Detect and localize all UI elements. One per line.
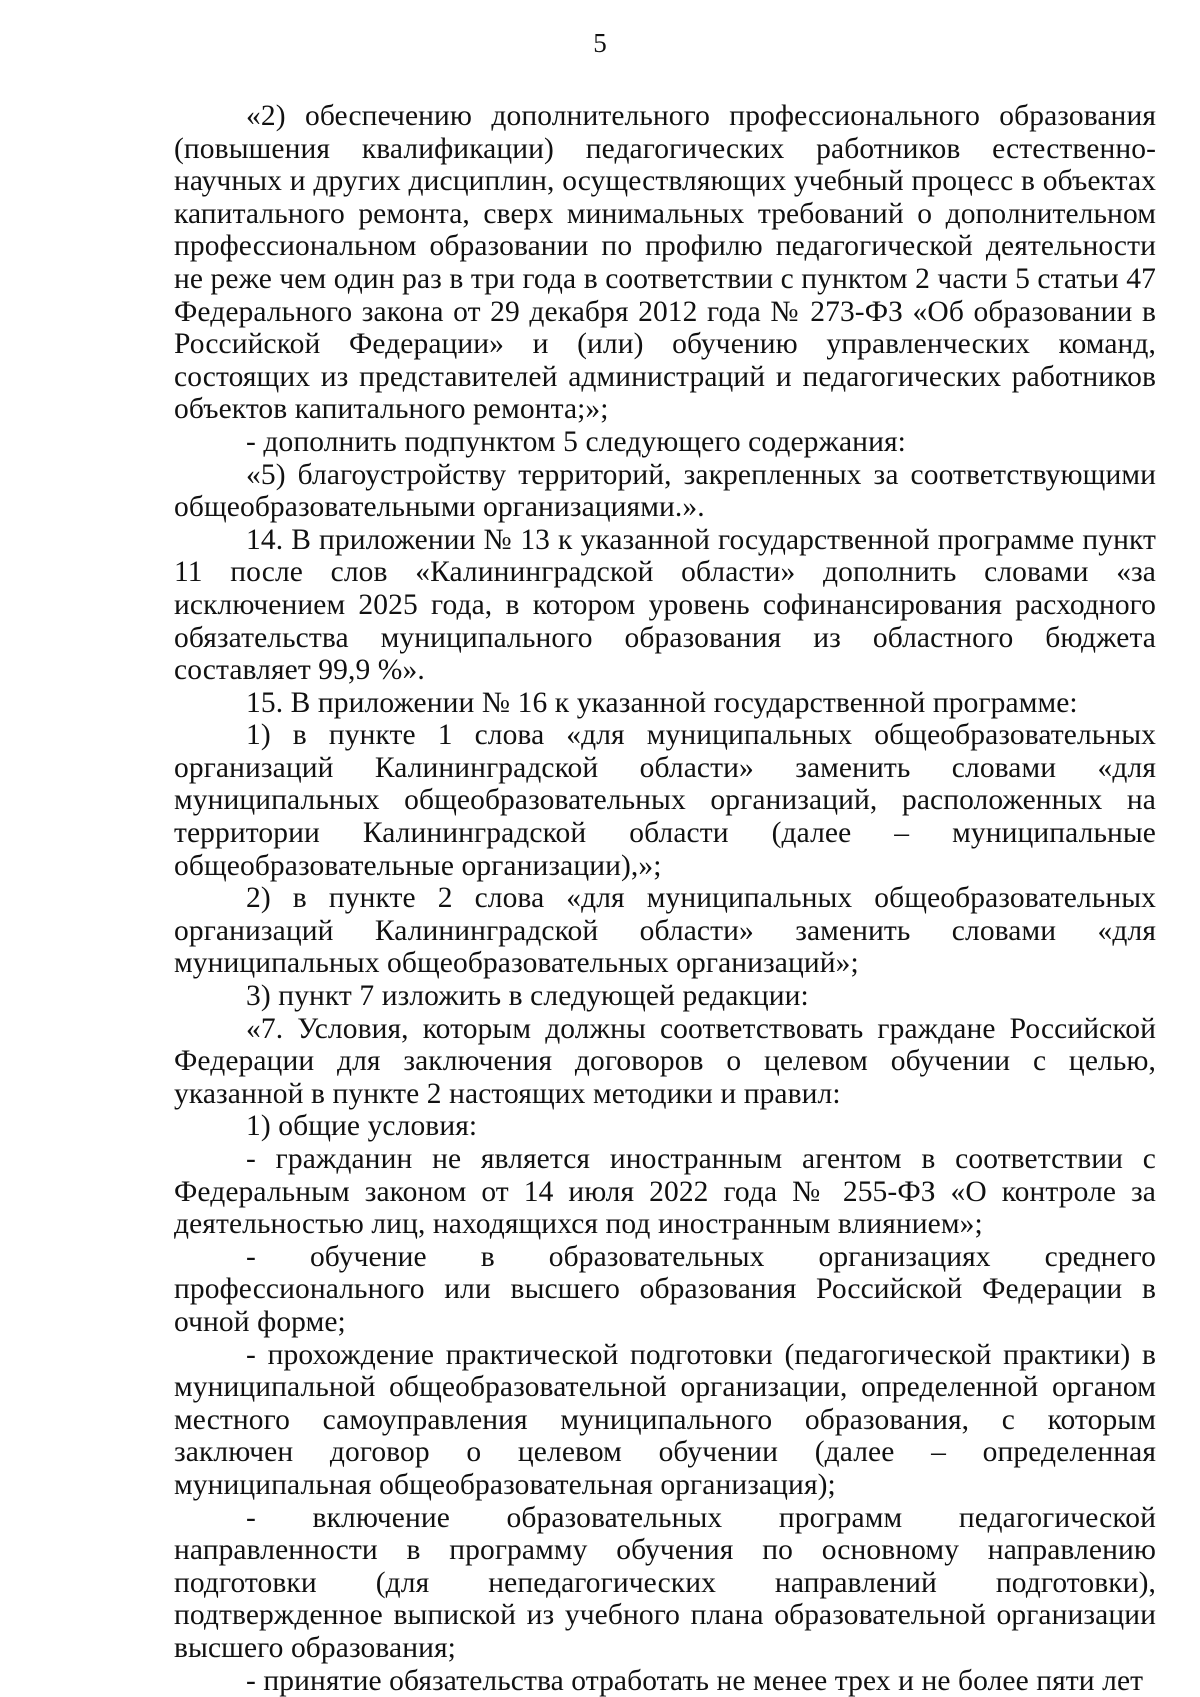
- paragraph-item-2-amendment: «2) обеспечению дополнительного профессионального образования (повышения квалификации) педагогических работников естественно-научных и других дисциплин, осуществляющих учебный процесс в объектах капитального ремонта, сверх минимальных требований о дополнительном профессиональном образовании по профилю педагогической деятельности не реже чем один раз в три года в соответствии с пунктом 2 части 5 статьи 47 Федерального закона от 29 декабря 2012 года № 273-ФЗ «Об образовании в Российской Федерации» и (или) обучению управленческих команд, состоящих из представителей администраций и педагогических работников объектов капитального ремонта;»;: [174, 100, 1156, 426]
- paragraph-condition-practice: - прохождение практической подготовки (педагогической практики) в муниципальной общеобразовательной организации, определенной органом местного самоуправления муниципального образования, с которым заключен договор о целевом обучении (далее – определенная муниципальная общеобразовательная организация);: [174, 1338, 1156, 1501]
- document-body: [174, 100, 1156, 1697]
- paragraph-general-conditions: 1) общие условия:: [246, 1110, 478, 1143]
- paragraph-add-subitem-5: - дополнить подпунктом 5 следующего содержания:: [246, 425, 906, 458]
- paragraph-item-5-text: «5) благоустройству территорий, закрепленных за соответствующими общеобразовательными организациями.».: [174, 458, 1156, 524]
- paragraph-condition-foreign-agent: - гражданин не является иностранным агентом в соответствии с Федеральным законом от 14 июля 2022 года № 255-ФЗ «О контроле за деятельностью лиц, находящихся под иностранным влиянием»;: [174, 1143, 1156, 1241]
- paragraph-point-7-conditions: «7. Условия, которым должны соответствовать граждане Российской Федерации для заключения договоров о целевом обучении с целью, указанной в пункте 2 настоящих методики и правил:: [174, 1012, 1156, 1110]
- paragraph-condition-full-time-study: - обучение в образовательных организациях среднего профессионального или высшего образования Российской Федерации в очной форме;: [174, 1240, 1156, 1338]
- paragraph-15-item-1: 1) в пункте 1 слова «для муниципальных общеобразовательных организаций Калининградской области» заменить словами «для муниципальных общеобразовательных организаций, расположенных на территории Калининградской области (далее – муниципальные общеобразовательные организации),»;: [174, 719, 1156, 882]
- paragraph-section-14: 14. В приложении № 13 к указанной государственной программе пункт 11 после слов «Калининградской области» дополнить словами «за исключением 2025 года, в котором уровень софинансирования расходного обязательства муниципального образования из областного бюджета составляет 99,9 %».: [174, 523, 1156, 687]
- paragraph-15-item-3: 3) пункт 7 изложить в следующей редакции:: [246, 980, 809, 1013]
- paragraph-section-15: 15. В приложении № 16 к указанной государственной программе:: [246, 686, 1078, 719]
- page-number: 5: [593, 28, 607, 58]
- paragraph-15-item-2: 2) в пункте 2 слова «для муниципальных общеобразовательных организаций Калининградской области» заменить словами «для муниципальных общеобразовательных организаций»;: [174, 882, 1156, 980]
- paragraph-condition-pedagogical-programs: - включение образовательных программ педагогической направленности в программу обучения по основному направлению подготовки (для непедагогических направлений подготовки), подтвержденное выпиской из учебного плана образовательной организации высшего образования;: [174, 1501, 1156, 1664]
- paragraph-condition-work-obligation: - принятие обязательства отработать не менее трех и не более пяти лет: [246, 1664, 1144, 1697]
